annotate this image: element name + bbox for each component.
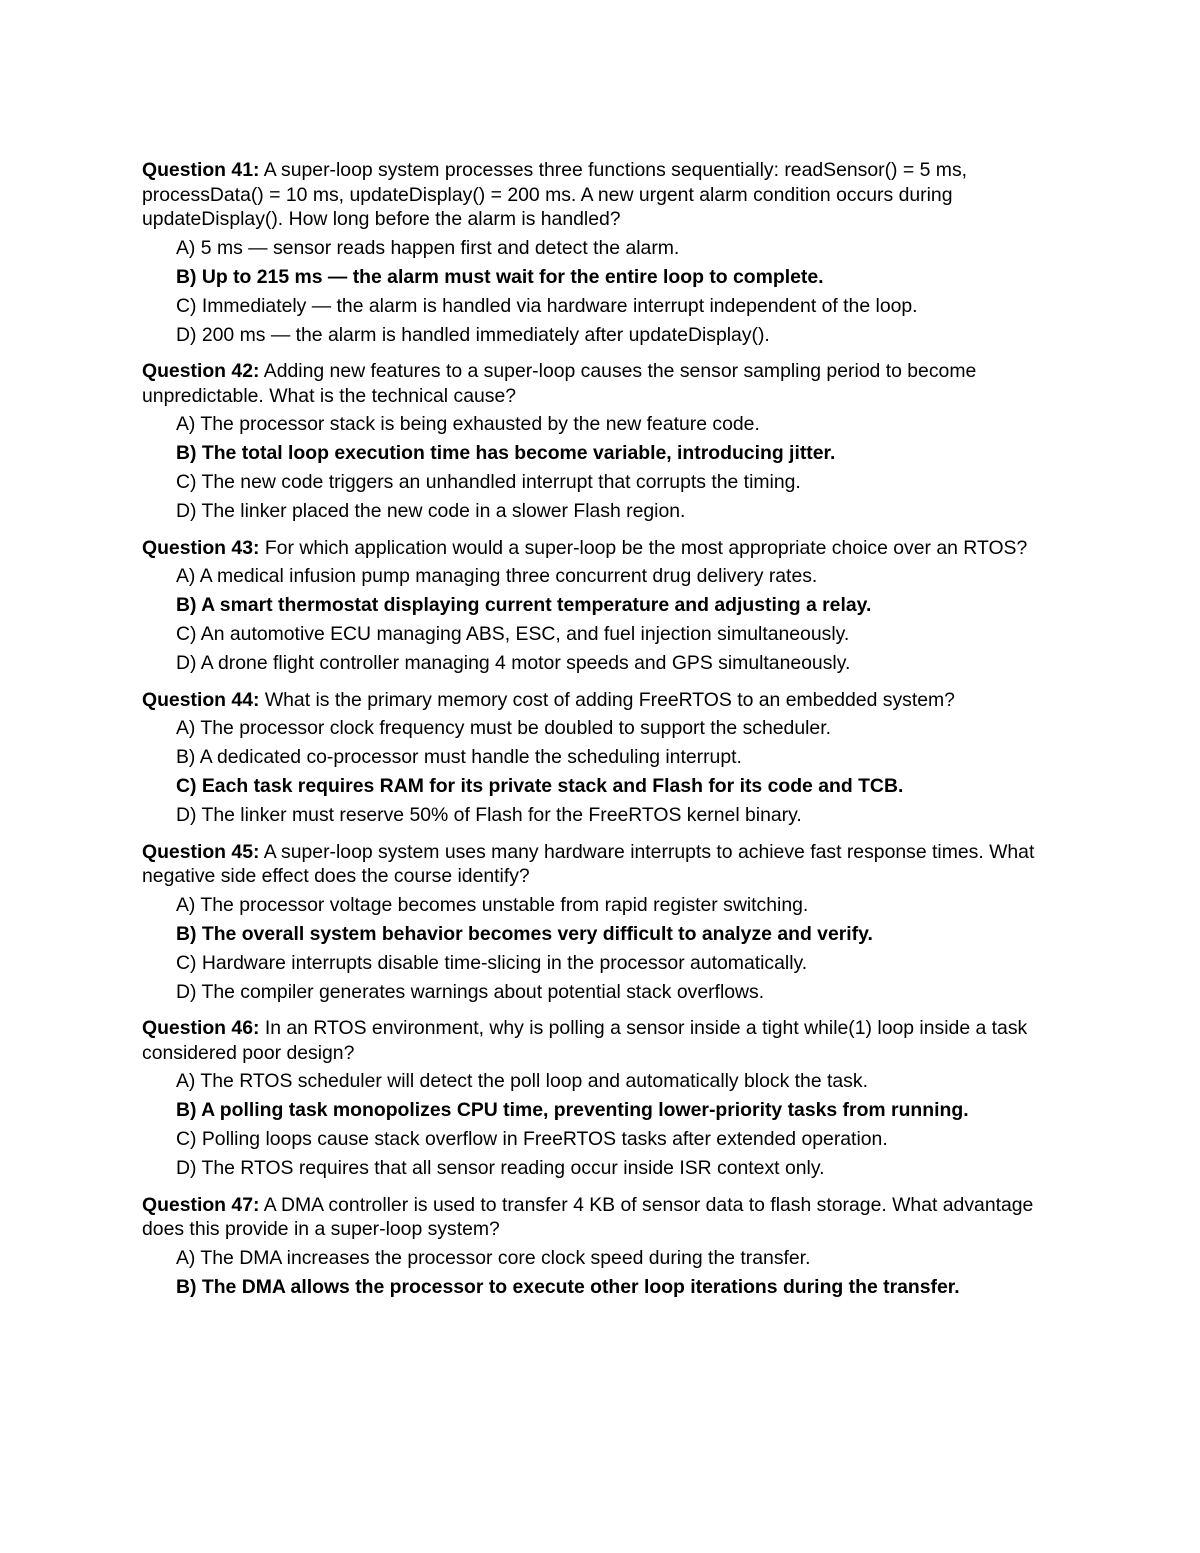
answer-option-a: A) The RTOS scheduler will detect the poll loop and automatically block the task. xyxy=(176,1070,868,1092)
answer-option-a: A) The processor stack is being exhausted by the new feature code. xyxy=(176,413,760,435)
question-text: A super-loop system processes three functions sequentially: readSensor() = 5 ms, processData() = 10 ms, updateDisplay() = 200 ms. A new urgent alarm condition occurs during updateDisplay(). How long before the alarm is handled? xyxy=(142,159,968,230)
question-text: A super-loop system uses many hardware interrupts to achieve fast response times. What negative side effect does the course identify? xyxy=(142,840,1035,887)
question-text: For which application would a super-loop be the most appropriate choice over an RTOS? xyxy=(259,536,1028,559)
answer-option-d: D) The linker placed the new code in a slower Flash region. xyxy=(176,500,686,522)
answer-option-a: A) A medical infusion pump managing three concurrent drug delivery rates. xyxy=(176,565,818,587)
question-text: Adding new features to a super-loop causes the sensor sampling period to become unpredictable. What is the technical cause? xyxy=(142,360,977,407)
answer-option-b-correct: B) The DMA allows the processor to execute other loop iterations during the transfer. xyxy=(176,1275,960,1298)
question-label: Question 45: xyxy=(142,840,260,863)
answer-option-d: D) A drone flight controller managing 4 motor speeds and GPS simultaneously. xyxy=(176,652,851,674)
question-label: Question 44: xyxy=(142,688,260,711)
question-stem xyxy=(142,359,1052,408)
question-stem xyxy=(142,1016,1052,1065)
question-47 xyxy=(142,1193,1052,1300)
answer-option-c-correct: C) Each task requires RAM for its private stack and Flash for its code and TCB. xyxy=(176,775,904,797)
answer-option-a: A) The processor clock frequency must be doubled to support the scheduler. xyxy=(176,717,831,739)
question-stem xyxy=(142,688,1052,713)
answer-option-d: D) The linker must reserve 50% of Flash for the FreeRTOS kernel binary. xyxy=(176,804,802,826)
answer-option-c: C) The new code triggers an unhandled interrupt that corrupts the timing. xyxy=(176,471,801,493)
answer-option-d: D) The compiler generates warnings about potential stack overflows. xyxy=(176,980,765,1003)
question-stem xyxy=(142,1193,1052,1242)
question-stem xyxy=(142,840,1052,889)
question-stem xyxy=(142,536,1052,561)
question-label: Question 42: xyxy=(142,360,260,382)
question-text: A DMA controller is used to transfer 4 KB of sensor data to flash storage. What advantage does this provide in a super-loop system? xyxy=(142,1193,1034,1240)
question-label: Question 41: xyxy=(142,159,260,181)
question-text: What is the primary memory cost of adding FreeRTOS to an embedded system? xyxy=(259,688,955,711)
question-label: Question 46: xyxy=(142,1017,260,1039)
answer-option-d: D) The RTOS requires that all sensor reading occur inside ISR context only. xyxy=(176,1157,825,1179)
question-46 xyxy=(142,1016,1052,1181)
answer-option-c: C) Polling loops cause stack overflow in FreeRTOS tasks after extended operation. xyxy=(176,1128,888,1150)
answer-option-b-correct: B) Up to 215 ms — the alarm must wait for the entire loop to complete. xyxy=(176,265,824,288)
question-stem xyxy=(142,158,1052,232)
answer-option-b-correct: B) The total loop execution time has become variable, introducing jitter. xyxy=(176,442,836,464)
question-44 xyxy=(142,688,1052,828)
question-43 xyxy=(142,536,1052,676)
answer-option-a: A) The DMA increases the processor core clock speed during the transfer. xyxy=(176,1246,811,1269)
answer-option-c: C) An automotive ECU managing ABS, ESC, and fuel injection simultaneously. xyxy=(176,623,850,645)
question-text: In an RTOS environment, why is polling a sensor inside a tight while(1) loop inside a task considered poor design? xyxy=(142,1017,1028,1064)
answer-option-d: D) 200 ms — the alarm is handled immediately after updateDisplay(). xyxy=(176,323,770,346)
question-list xyxy=(142,158,1052,1311)
answer-option-c: C) Immediately — the alarm is handled via hardware interrupt independent of the loop. xyxy=(176,294,918,317)
question-41 xyxy=(142,158,1052,347)
question-label: Question 47: xyxy=(142,1193,260,1216)
question-label: Question 43: xyxy=(142,536,260,559)
answer-option-c: C) Hardware interrupts disable time-slicing in the processor automatically. xyxy=(176,951,808,974)
question-45 xyxy=(142,840,1052,1005)
answer-option-b-correct: B) A polling task monopolizes CPU time, preventing lower-priority tasks from running. xyxy=(176,1099,969,1121)
answer-option-a: A) 5 ms — sensor reads happen first and detect the alarm. xyxy=(176,236,680,259)
answer-option-b-correct: B) The overall system behavior becomes very difficult to analyze and verify. xyxy=(176,922,873,945)
answer-option-a: A) The processor voltage becomes unstable from rapid register switching. xyxy=(176,893,809,916)
answer-option-b-correct: B) A smart thermostat displaying current temperature and adjusting a relay. xyxy=(176,594,872,616)
question-42 xyxy=(142,359,1052,524)
answer-option-b: B) A dedicated co-processor must handle the scheduling interrupt. xyxy=(176,746,742,768)
